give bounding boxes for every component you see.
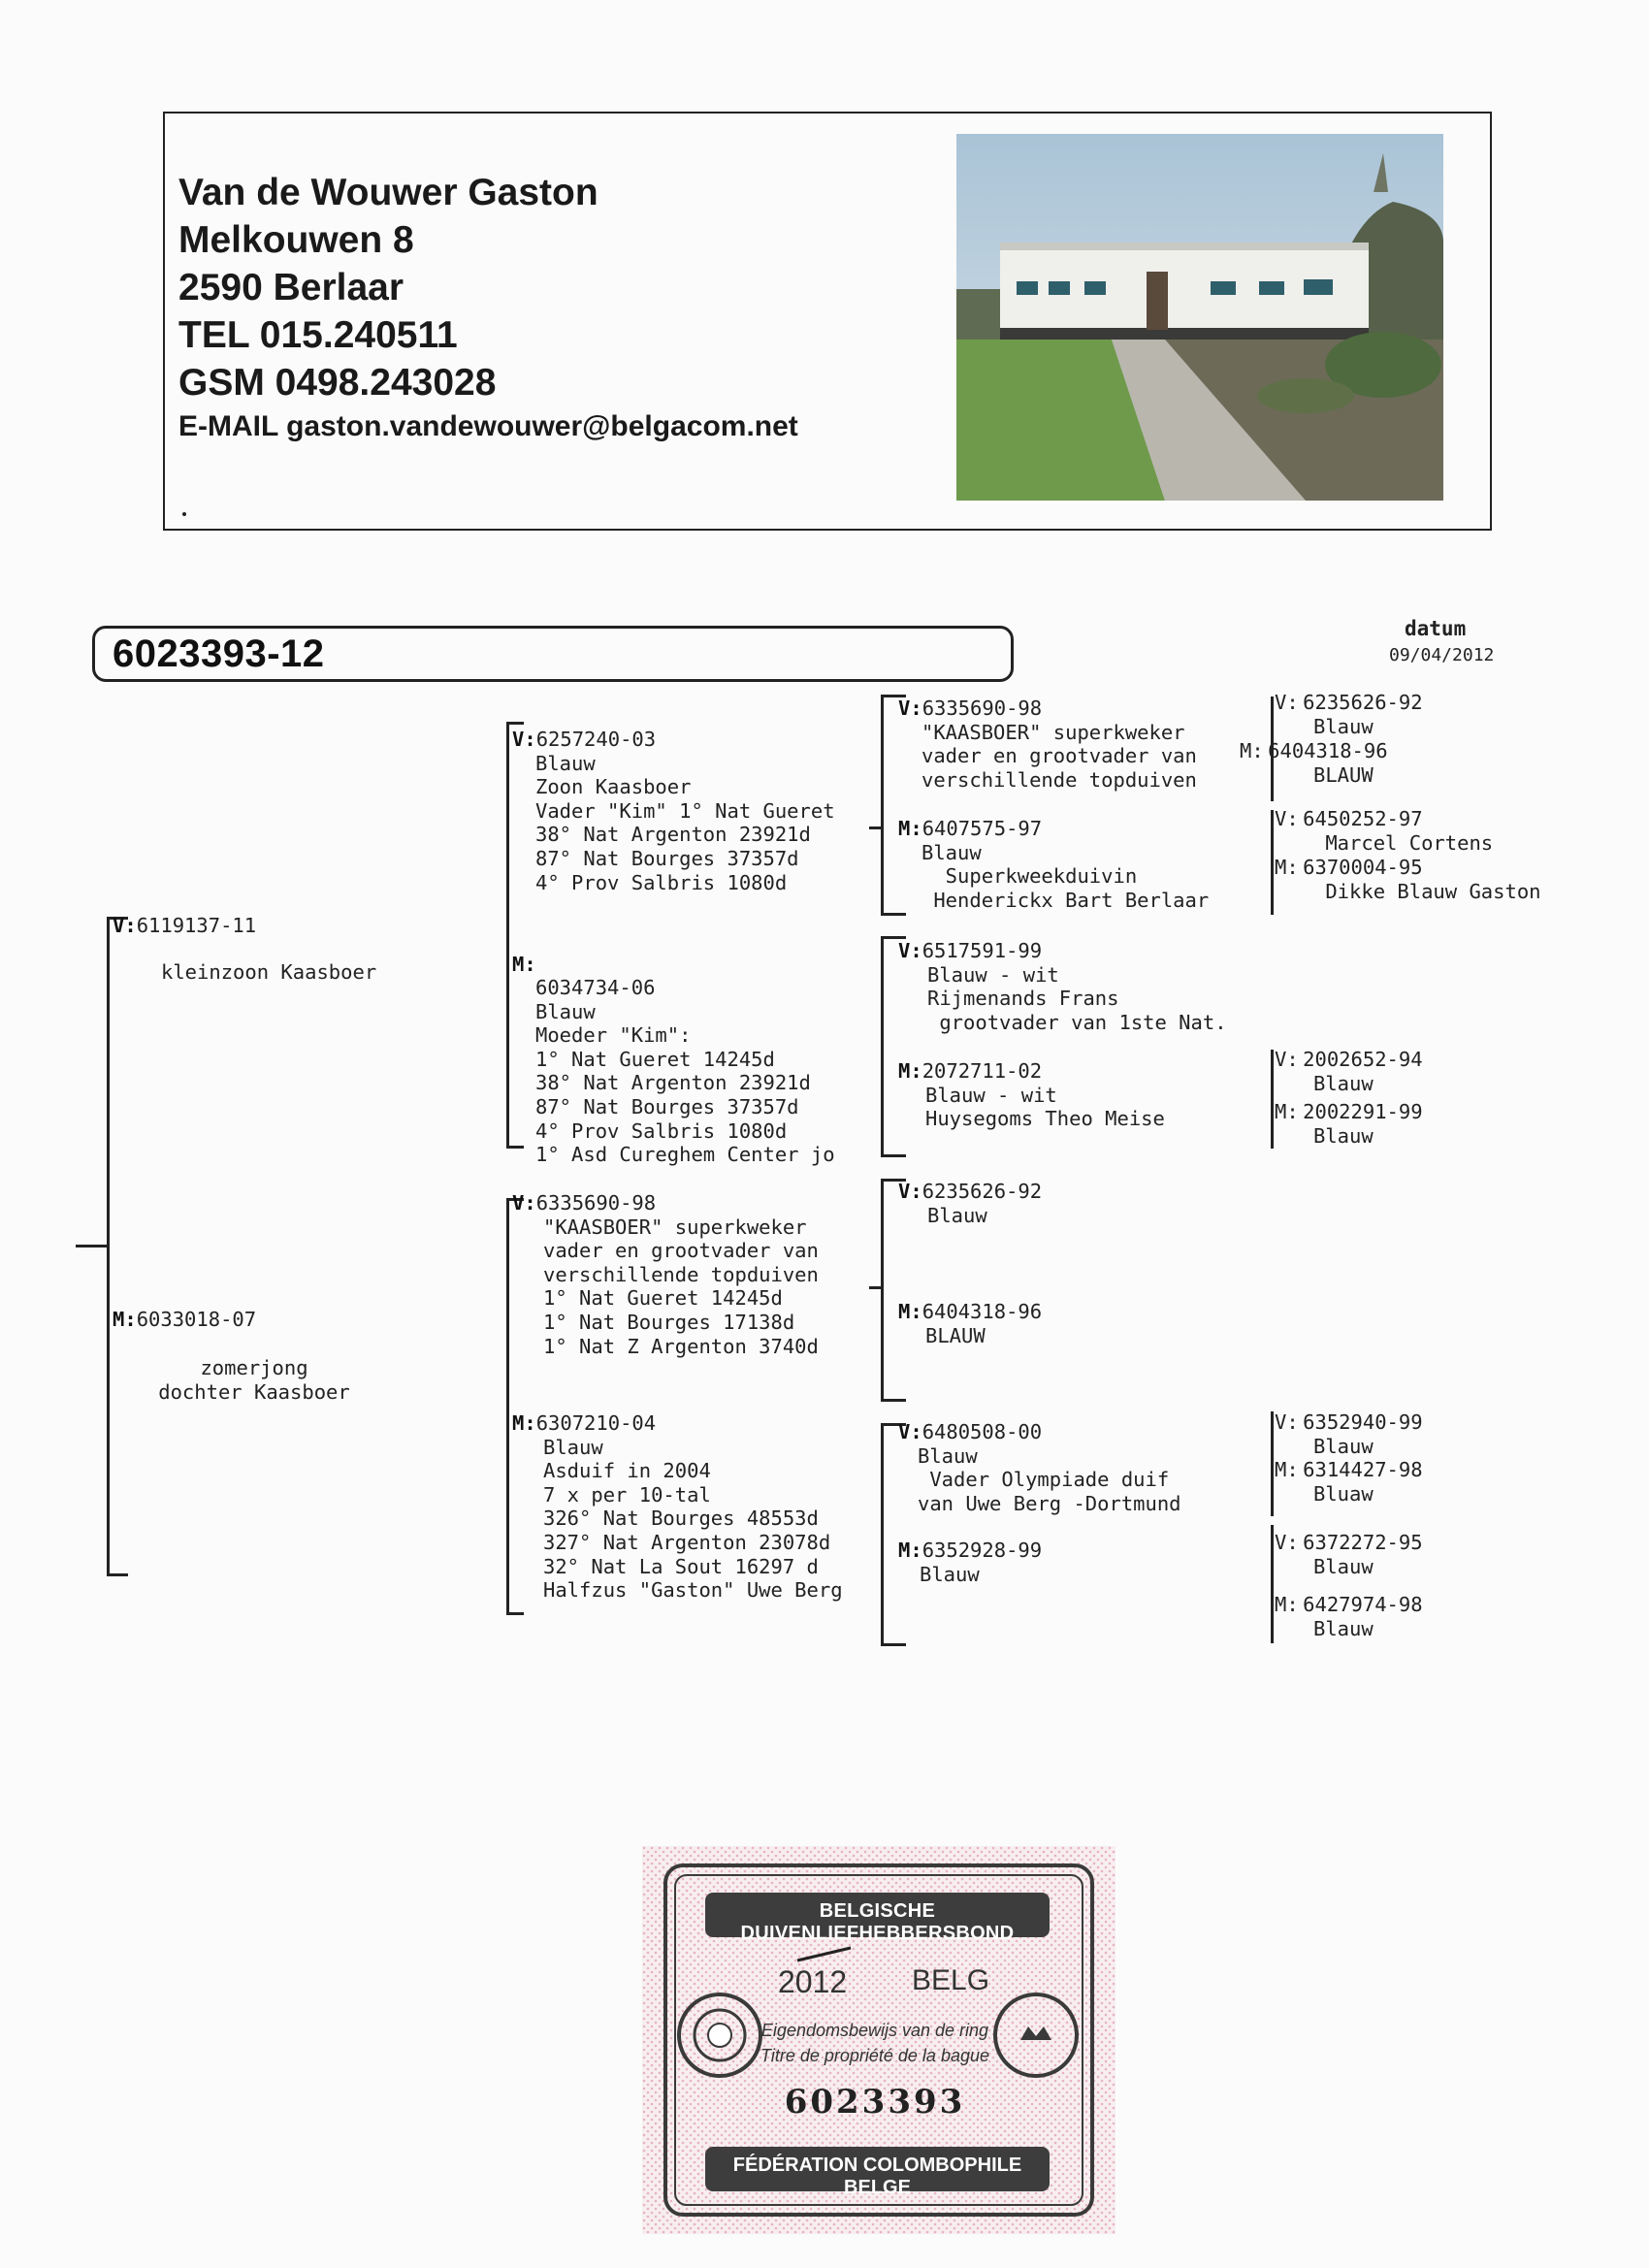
note-line: "KAASBOER" superkweker xyxy=(543,1215,807,1239)
gen2-mf-notes xyxy=(543,1215,819,1359)
gen3-mfm-notes xyxy=(925,1324,1042,1348)
gen2-mm xyxy=(512,1411,843,1603)
dam-note-line: zomerjong xyxy=(200,1356,308,1379)
bracket-tick xyxy=(506,722,524,725)
gen3-fmm-ring: 2072711-02 xyxy=(922,1059,1043,1083)
bracket-gen2-father xyxy=(506,722,509,1149)
gen3-mff-notes xyxy=(927,1204,1042,1228)
bracket-gen3-fm xyxy=(881,936,884,1157)
bracket-gen1-bottom xyxy=(107,1573,128,1576)
note-line: Blauw xyxy=(1313,1434,1374,1458)
gen4-ring: 2002291-99 xyxy=(1303,1100,1423,1123)
gen3-mmf-notes xyxy=(918,1444,1181,1516)
gen4-fff-m xyxy=(1240,739,1388,787)
note-line: 327° Nat Argenton 23078d xyxy=(543,1530,831,1554)
gen2-mm-notes xyxy=(543,1436,843,1603)
owner-gsm: GSM 0498.243028 xyxy=(178,362,497,404)
card-year: 2012 xyxy=(778,1964,848,1999)
note-line: Henderickx Bart Berlaar xyxy=(922,888,1210,912)
gen3-mmf xyxy=(898,1420,1181,1515)
dam-label: M: xyxy=(113,1308,137,1331)
sire-label: V: xyxy=(113,914,137,937)
gen4-label: V: xyxy=(1275,807,1299,830)
bracket-gen4-2 xyxy=(1271,810,1274,915)
note-line: Blauw xyxy=(918,1443,978,1468)
bracket-gen4-4 xyxy=(1271,1411,1274,1516)
gen3-fmm-label: M: xyxy=(898,1059,922,1083)
gen3-mfm xyxy=(898,1300,1042,1347)
note-line: Blauw xyxy=(1313,1071,1374,1095)
ring-number-box xyxy=(92,626,1014,682)
bracket-gen4-3 xyxy=(1271,1050,1274,1149)
sire-notes xyxy=(161,960,376,985)
card-line1: Eigendomsbewijs van de ring xyxy=(760,2021,989,2040)
note-line: Marcel Cortens xyxy=(1313,830,1494,855)
note-line: 7 x per 10-tal xyxy=(543,1482,711,1507)
gen3-fff-label: V: xyxy=(898,697,922,720)
note-line: Blauw xyxy=(1313,1123,1374,1148)
gen2-mf xyxy=(512,1191,819,1358)
card-bottom-banner: FÉDÉRATION COLOMBOPHILE BELGE xyxy=(732,2155,1022,2198)
note-line: 4° Prov Salbris 1080d xyxy=(535,1118,788,1143)
gen3-fmm xyxy=(898,1059,1165,1131)
bracket-gen3-mf xyxy=(881,1179,884,1402)
gen2-ff xyxy=(512,728,835,894)
gen4-label: V: xyxy=(1275,1048,1299,1071)
dam-ring: 6033018-07 xyxy=(136,1308,257,1331)
gen3-mmm-ring: 6352928-99 xyxy=(922,1539,1043,1562)
gen2-mf-label: V: xyxy=(512,1191,536,1215)
note-line: Vader "Kim" 1° Nat Gueret xyxy=(535,798,835,823)
note-line: 326° Nat Bourges 48553d xyxy=(543,1507,819,1531)
note-line: verschillende topduiven xyxy=(922,767,1197,792)
gen4-fmm-f xyxy=(1275,1048,1423,1095)
note-line: Dikke Blauw Gaston xyxy=(1313,879,1541,903)
card-line2: Titre de propriété de la bague xyxy=(760,2046,989,2065)
gen3-mff-ring: 6235626-92 xyxy=(922,1180,1043,1203)
note-line: Moeder "Kim": xyxy=(535,1023,692,1048)
note-line: Blauw xyxy=(543,1435,603,1459)
gen2-mm-label: M: xyxy=(512,1411,536,1435)
gen2-ff-ring: 6257240-03 xyxy=(535,728,657,751)
note-line: Huysegoms Theo Meise xyxy=(925,1107,1165,1131)
dam-entry xyxy=(113,1308,256,1332)
owner-name: Van de Wouwer Gaston xyxy=(178,172,598,213)
gen4-ring: 6404318-96 xyxy=(1268,739,1388,762)
note-line: van Uwe Berg -Dortmund xyxy=(918,1491,1181,1515)
gen4-ring: 6352940-99 xyxy=(1303,1410,1423,1434)
note-line: vader en grootvader van xyxy=(922,744,1197,768)
note-line: 1° Nat Gueret 14245d xyxy=(535,1047,775,1071)
sire-ring: 6119137-11 xyxy=(136,914,257,937)
note-line: verschillende topduiven xyxy=(543,1262,819,1286)
note-line: 1° Nat Z Argenton 3740d xyxy=(543,1334,819,1358)
gen3-fff xyxy=(898,697,1197,792)
note-line: Blauw - wit xyxy=(925,1083,1057,1107)
gen3-fff-ring: 6335690-98 xyxy=(922,697,1043,720)
bracket-gen1 xyxy=(107,917,110,1576)
owner-info xyxy=(178,169,798,450)
gen4-ring: 6314427-98 xyxy=(1303,1458,1423,1481)
gen3-mfm-ring: 6404318-96 xyxy=(922,1300,1043,1323)
note-line: grootvader van 1ste Nat. xyxy=(927,1010,1227,1034)
gen4-mmf-f xyxy=(1275,1410,1423,1458)
note-line: Zoon Kaasboer xyxy=(535,775,692,799)
sire-note-line: kleinzoon Kaasboer xyxy=(161,960,377,984)
gen4-label: M: xyxy=(1275,1458,1299,1481)
note-line: BLAUW xyxy=(925,1323,986,1347)
bracket-tick xyxy=(869,1286,881,1289)
note-line: Blauw xyxy=(920,1562,980,1586)
note-line: Superkweekduivin xyxy=(922,864,1138,889)
gen4-notes xyxy=(1313,1072,1423,1096)
note-line: 87° Nat Bourges 37357d xyxy=(535,846,799,870)
loft-photo xyxy=(956,134,1443,501)
dam-note-line: dochter Kaasboer xyxy=(158,1379,350,1404)
gen4-ffm-f xyxy=(1275,807,1493,855)
gen4-fff-f xyxy=(1275,691,1423,738)
note-line: Blauw xyxy=(922,840,982,864)
gen3-mmf-label: V: xyxy=(898,1420,922,1443)
owner-tel: TEL 015.240511 xyxy=(178,314,458,356)
gen4-ring: 6372272-95 xyxy=(1303,1531,1423,1554)
gen4-label: M: xyxy=(1275,1593,1299,1616)
gen2-fm-notes xyxy=(535,976,835,1167)
note-line: Blauw xyxy=(535,999,596,1023)
gen4-ring: 6450252-97 xyxy=(1303,807,1423,830)
note-line: Blauw xyxy=(927,1203,987,1227)
gen2-mf-ring: 6335690-98 xyxy=(535,1191,657,1215)
gen4-notes xyxy=(1313,763,1388,788)
note-line: 1° Nat Gueret 14245d xyxy=(543,1286,783,1311)
note-line: 1° Nat Bourges 17138d xyxy=(543,1310,795,1334)
gen4-label: M: xyxy=(1275,856,1299,879)
gen4-mmm-f xyxy=(1275,1531,1423,1578)
note-line: 1° Asd Cureghem Center jo xyxy=(535,1143,835,1167)
dot-mark xyxy=(182,512,186,516)
gen2-fm-label: M: xyxy=(512,953,536,976)
ring-number: 6023393-12 xyxy=(113,632,325,675)
gen2-ff-label: V: xyxy=(512,728,536,751)
gen2-fm-ring: 6034734-06 xyxy=(535,976,656,999)
gen3-fmf-notes xyxy=(927,963,1227,1035)
gen2-mm-ring: 6307210-04 xyxy=(535,1411,657,1435)
bracket-gen3-ff xyxy=(881,695,884,916)
gen3-mmm xyxy=(898,1539,1042,1586)
gen4-notes xyxy=(1313,1617,1423,1641)
gen4-notes xyxy=(1313,1435,1423,1459)
gen4-notes xyxy=(1313,880,1541,904)
gen3-mff-label: V: xyxy=(898,1180,922,1203)
gen4-label: M: xyxy=(1240,739,1264,762)
gen3-mfm-label: M: xyxy=(898,1300,922,1323)
owner-city: 2590 Berlaar xyxy=(178,267,404,308)
gen4-label: V: xyxy=(1275,1410,1299,1434)
card-country: BELG xyxy=(912,1964,990,1996)
note-line: Vader Olympiade duif xyxy=(918,1468,1170,1492)
bracket-tick xyxy=(506,1612,524,1615)
bracket-root xyxy=(76,1245,107,1247)
bracket-tick xyxy=(881,1154,906,1157)
note-line: vader en grootvader van xyxy=(543,1239,819,1263)
bracket-tick xyxy=(881,913,906,916)
note-line: "KAASBOER" superkweker xyxy=(922,720,1185,744)
owner-email: E-MAIL gaston.vandewouwer@belgacom.net xyxy=(178,410,798,442)
ownership-card xyxy=(642,1846,1116,2234)
gen2-ff-notes xyxy=(535,752,835,895)
owner-street: Melkouwen 8 xyxy=(178,219,414,261)
dam-notes xyxy=(147,1356,361,1404)
note-line: Bluaw xyxy=(1313,1481,1374,1506)
note-line: Blauw xyxy=(1313,1616,1374,1640)
gen3-ffm-ring: 6407575-97 xyxy=(922,817,1043,840)
bracket-tick xyxy=(869,826,881,829)
note-line: 38° Nat Argenton 23921d xyxy=(535,823,811,847)
gen3-fff-notes xyxy=(922,721,1197,793)
gen4-ring: 2002652-94 xyxy=(1303,1048,1423,1071)
date-value: 09/04/2012 xyxy=(1389,645,1495,665)
bracket-gen3-mm xyxy=(881,1423,884,1646)
gen4-ffm-m xyxy=(1275,856,1541,903)
gen4-ring: 6427974-98 xyxy=(1303,1593,1423,1616)
note-line: Halfzus "Gaston" Uwe Berg xyxy=(543,1578,843,1603)
gen3-ffm xyxy=(898,817,1209,912)
note-line: Rijmenands Frans xyxy=(927,987,1119,1011)
gen4-notes xyxy=(1313,715,1423,739)
gen4-mmf-m xyxy=(1275,1458,1423,1506)
note-line: BLAUW xyxy=(1313,762,1374,787)
note-line: 4° Prov Salbris 1080d xyxy=(535,870,788,894)
gen4-ring: 6235626-92 xyxy=(1303,691,1423,714)
note-line: Asduif in 2004 xyxy=(543,1459,711,1483)
gen3-fmm-notes xyxy=(925,1084,1165,1131)
card-number: 6023393 xyxy=(784,2083,966,2122)
date-label: datum xyxy=(1405,617,1467,640)
gen3-fmf-ring: 6517591-99 xyxy=(922,939,1043,962)
gen3-mmm-notes xyxy=(920,1563,1042,1587)
bracket-gen4-5 xyxy=(1271,1525,1274,1643)
note-line: Blauw xyxy=(535,751,596,775)
bracket-tick xyxy=(881,1399,906,1402)
gen4-notes xyxy=(1313,831,1493,856)
note-line: 32° Nat La Sout 16297 d xyxy=(543,1554,819,1578)
bracket-gen2-mother xyxy=(506,1198,509,1615)
gen4-label: V: xyxy=(1275,1531,1299,1554)
gen3-ffm-label: M: xyxy=(898,817,922,840)
gen4-label: V: xyxy=(1275,691,1299,714)
gen3-fmf-label: V: xyxy=(898,939,922,962)
gen3-mmf-ring: 6480508-00 xyxy=(922,1420,1043,1443)
gen4-fmm-m xyxy=(1275,1100,1423,1148)
gen4-notes xyxy=(1313,1555,1423,1579)
gen3-mff xyxy=(898,1180,1042,1227)
gen3-mmm-label: M: xyxy=(898,1539,922,1562)
note-line: Blauw xyxy=(1313,714,1374,738)
gen4-notes xyxy=(1313,1124,1423,1149)
gen3-ffm-notes xyxy=(922,841,1209,913)
gen4-label: M: xyxy=(1275,1100,1299,1123)
card-top-banner: BELGISCHE DUIVENLIEFHEBBERSBOND xyxy=(740,1900,1015,1944)
note-line: Blauw xyxy=(1313,1554,1374,1578)
gen4-notes xyxy=(1313,1482,1423,1507)
gen4-ring: 6370004-95 xyxy=(1303,856,1423,879)
bracket-tick xyxy=(881,1643,906,1646)
gen2-fm xyxy=(512,953,835,1167)
gen4-mmm-m xyxy=(1275,1593,1423,1640)
note-line: 38° Nat Argenton 23921d xyxy=(535,1071,811,1095)
note-line: 87° Nat Bourges 37357d xyxy=(535,1094,799,1118)
sire-entry xyxy=(113,914,256,938)
gen3-fmf xyxy=(898,939,1227,1034)
note-line: Blauw - wit xyxy=(927,962,1059,987)
